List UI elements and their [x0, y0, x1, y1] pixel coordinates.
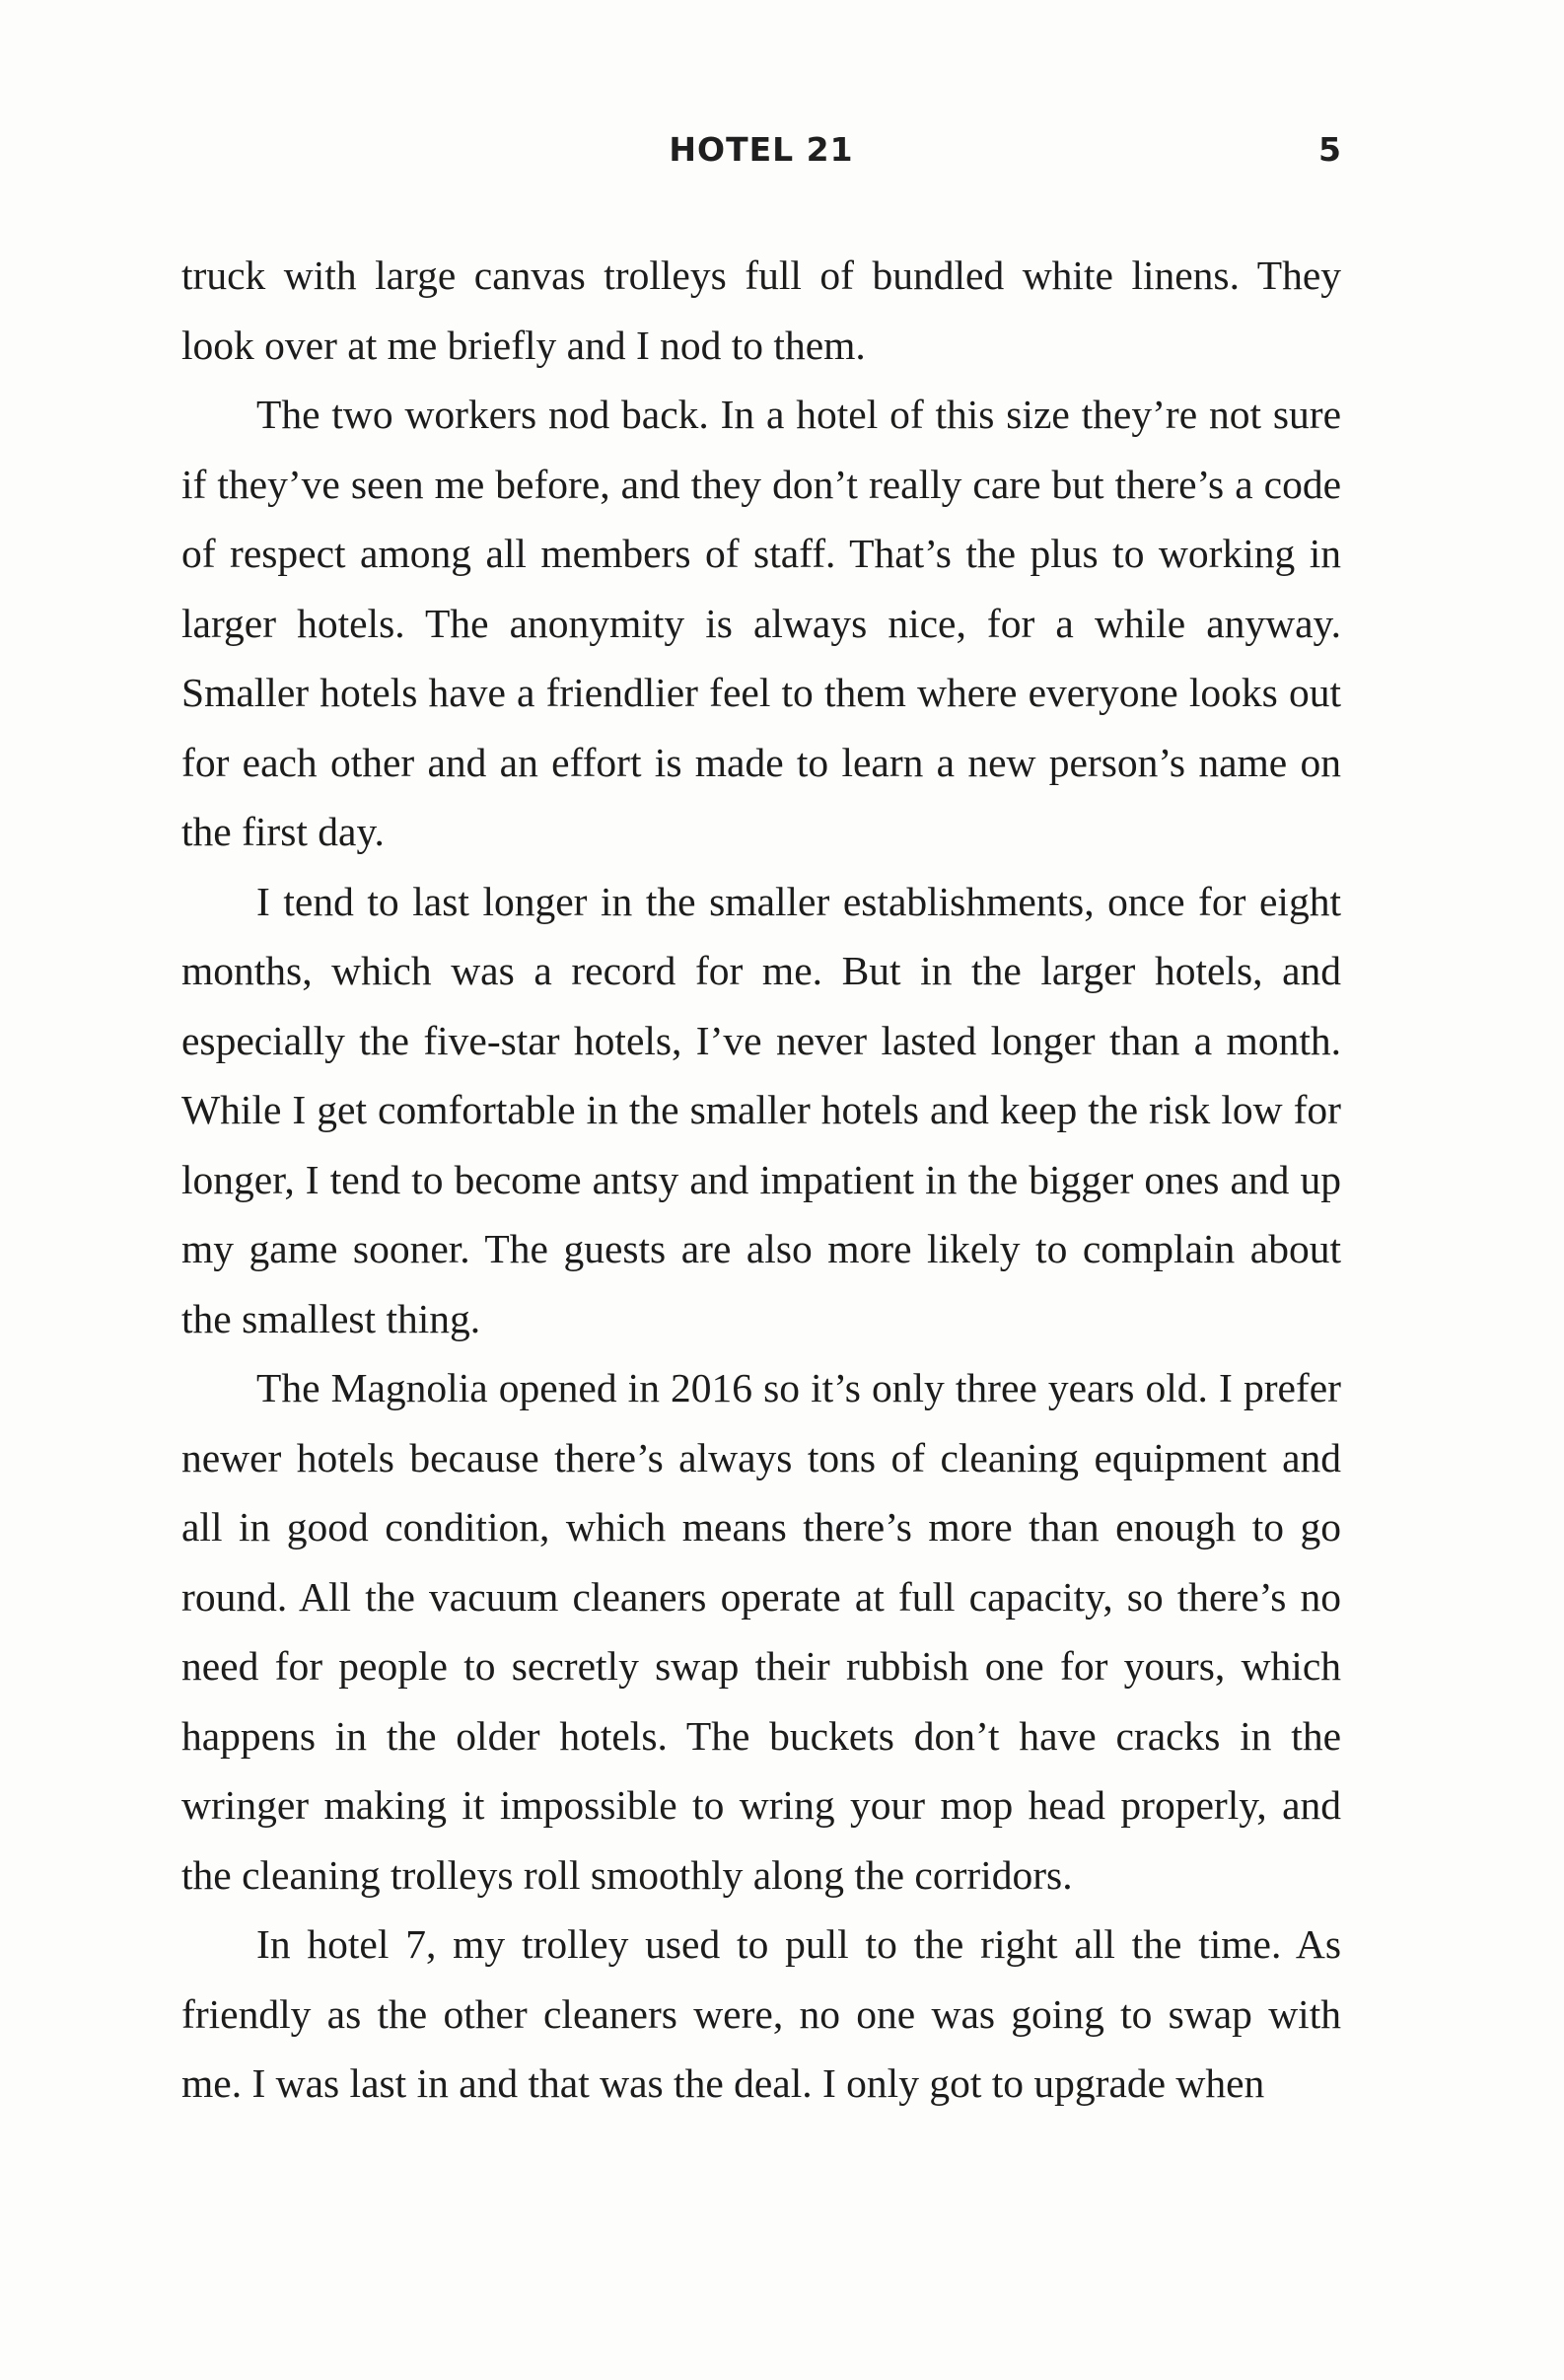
running-head [181, 130, 1341, 180]
page-number: 5 [1318, 130, 1341, 169]
paragraph-3: I tend to last longer in the smaller establishments, once for eight months, which was a record for me. But in the larger hotels, and especially the five-star hotels, I’ve never lasted longer than a month. While I get comfortable in the smaller hotels and keep the risk low for longer, I tend to become antsy and impatient in the bigger ones and up my game sooner. The guests are also more likely to complain about the smallest thing. [181, 878, 1341, 1341]
chapter-title: HOTEL 21 [669, 130, 854, 169]
paragraph-1: truck with large canvas trolleys full of bundled white linens. They look over at me briefly and I nod to them. [181, 252, 1341, 368]
body-text [181, 241, 1341, 2119]
paragraph-2: The two workers nod back. In a hotel of this size they’re not sure if they’ve seen me before, and they don’t really care but there’s a code of respect among all members of staff. That’s the plus to working in larger hotels. The anonymity is always nice, for a while anyway. Smaller hotels have a friendlier feel to them where everyone looks out for each other and an effort is made to learn a new person’s name on the first day. [181, 392, 1341, 854]
paragraph-4: The Magnolia opened in 2016 so it’s only three years old. I prefer newer hotels because there’s always tons of cleaning equipment and all in good condition, which means there’s more than enough to go round. All the vacuum cleaners operate at full capacity, so there’s no need for people to secretly swap their rubbish one for yours, which happens in the older hotels. The buckets don’t have cracks in the wringer making it impossible to wring your mop head properly, and the cleaning trolleys roll smoothly along the corridors. [181, 1365, 1341, 1898]
paragraph-5: In hotel 7, my trolley used to pull to the right all the time. As friendly as the other cleaners were, no one was going to swap with me. I was last in and that was the deal. I only got to upgrade when [181, 1921, 1341, 2106]
